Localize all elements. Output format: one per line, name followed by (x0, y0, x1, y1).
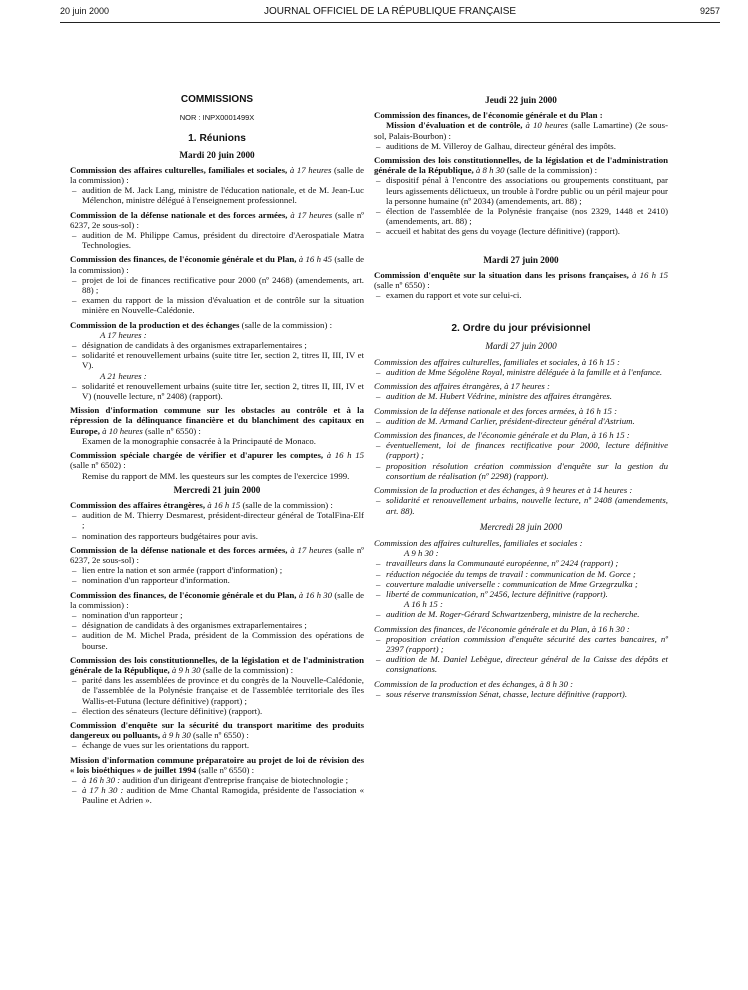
meeting-block: Commission d'enquête sur la sécurité du transport maritime des produits dangereux ou polluants, à 9 h 30 (salle nº 6550) : – échange de vues sur les orientations du rapport. (70, 720, 364, 751)
list-item: – audition de M. Hubert Védrine, ministre des affaires étrangères. (374, 391, 668, 401)
list-item: – parité dans les assemblées de province et du congrès de la Nouvelle-Calédonie, de l'assemblée de la Polynésie française et de l'assemblée territoriale des îles Wallis-et-Futuna (lecture définitive) (rapport) ; (70, 675, 364, 706)
meeting-block: Mission d'information commune préparatoire au projet de loi de révision des « lois bioéthiques » de juillet 1994 (salle nº 6550) : – à 16 h 30 : audition d'un dirigeant d'entreprise française de biotechnologie ; – à 17 h 30 : audition de Mme Chantal Ramogida, présidente de l'association « Pauline et Adrien ». (70, 755, 364, 806)
meeting-block: Commission de la défense nationale et des forces armées, à 17 heures (salle nº 6237, 2e sous-sol) : – lien entre la nation et son armée (rapport d'information) ; – nomination d'un rapporteur d'information. (70, 545, 364, 586)
left-column (70, 95, 364, 810)
meeting-block: Commission spéciale chargée de vérifier et d'apurer les comptes, à 16 h 15 (salle nº 6502) : Remise du rapport de MM. les questeurs sur les comptes de l'exercice 1999. (70, 450, 365, 481)
block-text: Remise du rapport de MM. les questeurs sur les comptes de l'exercice 1999. (82, 470, 350, 481)
time-subheading: A 16 h 15 : (404, 599, 443, 610)
meeting-block: Commission des finances, de l'économie générale et du Plan, à 16 h 45 (salle de la commission) : – projet de loi de finances rectificative pour 2000 (nº 2468) (amendements, art. 88) ; – examen du rapport de la mission d'évaluation et de contrôle sur la situation minière en Nouvelle-Calédonie. (70, 254, 364, 315)
day-heading: Mercredi 21 juin 2000 (173, 484, 261, 495)
list-item: – audition de M. Philippe Camus, président du directoire d'Aerospatiale Matra Technologies. (70, 230, 364, 250)
list-item: – examen du rapport et vote sur celui-ci. (374, 290, 668, 300)
day-heading: Jeudi 22 juin 2000 (485, 95, 557, 105)
time-subheading: A 9 h 30 : (404, 548, 439, 559)
agenda-block: Commission des affaires culturelles, familiales et sociales : A 9 h 30 : – travailleurs dans la Communauté européenne, nº 2424 (rapport) ; – réduction négociée du temps de travail : communication de M. Gorce ; – couverture maladie universelle : communication de Mme Grzegrzulka ; – liberté de communication, nº 2456, lecture définitive (rapport). A 16 h 15 : – audition de M. Roger-Gérard Schwartzenberg, ministre de la recherche. (374, 538, 668, 620)
list-item: – élection de l'assemblée de la Polynésie française (nos 2329, 1448 et 2410) (amendements, art. 88) ; (374, 206, 668, 226)
agenda-block: Commission des affaires étrangères, à 17 heures : – audition de M. Hubert Védrine, ministre des affaires étrangères. (374, 381, 668, 401)
agenda-block: Commission de la défense nationale et des forces armées, à 16 h 15 : – audition de M. Armand Carlier, président-directeur général d'Astrium. (374, 406, 668, 426)
list-item: – audition de M. Daniel Lebègue, directeur général de la Caisse des dépôts et consignations. (374, 654, 668, 674)
page-title: COMMISSIONS (180, 94, 254, 105)
list-item: – couverture maladie universelle : communication de Mme Grzegrzulka ; (374, 579, 668, 589)
list-item: – proposition résolution création commission d'enquête sur la gestion du consortium de réalisation (nº 2298) (rapport). (374, 461, 668, 481)
day-heading: Mercredi 28 juin 2000 (479, 521, 563, 532)
list-item: – échange de vues sur les orientations du rapport. (70, 740, 364, 750)
header-journal-title: JOURNAL OFFICIEL DE LA RÉPUBLIQUE FRANÇAISE (263, 6, 517, 17)
meeting-block: Commission des lois constitutionnelles, de la législation et de l'administration générale de la République, à 9 h 30 (salle de la commission) : – parité dans les assemblées de province et du congrès de la Nouvelle-Calédonie, de l'assemblée de la Polynésie française et de l'assemblée territoriale des îles Wallis-et-Futuna (lecture définitive) (rapport) ; – élection des sénateurs (lecture définitive) (rapport). (70, 655, 364, 716)
day-heading: Mardi 27 juin 2000 (483, 254, 559, 265)
list-item: – sous réserve transmission Sénat, chasse, lecture définitive (rapport). (374, 689, 668, 699)
list-item: – audition de M. Michel Prada, président de la Commission des opérations de bourse. (70, 630, 364, 650)
meeting-block: Mission d'information commune sur les obstacles au contrôle et à la répression de la délinquance financière et du blanchiment des capitaux en Europe, à 10 heures (salle nº 6550) : Examen de la monographie consacrée à la Principauté de Monaco. (70, 405, 364, 446)
list-item: – dispositif pénal à l'encontre des associations ou groupements constituant, par leurs agissements délictueux, un trouble à l'ordre public ou un péril majeur pour la personne humaine (nº 2034) (amendements, art. 88) ; (374, 175, 668, 206)
list-item: – à 16 h 30 : audition d'un dirigeant d'entreprise française de biotechnologie ; (70, 775, 364, 785)
meeting-block: Commission des affaires étrangères, à 16 h 15 (salle de la commission) : – audition de M. Thierry Desmarest, président-directeur général de TotalFina-Elf ; – nomination des rapporteurs budgétaires pour avis. (70, 500, 364, 541)
agenda-block: Commission de la production et des échanges, à 9 heures et à 14 heures : – solidarité et renouvellement urbains, nouvelle lecture, nº 2408 (amendements, art. 88). (374, 485, 668, 516)
section-ordre-du-jour: 2. Ordre du jour prévisionnel (451, 323, 591, 335)
header-page-number: 9257 (699, 6, 720, 16)
list-item: – élection des sénateurs (lecture définitive) (rapport). (70, 706, 364, 716)
time-subheading: A 21 heures : (100, 370, 147, 381)
day-heading: Mardi 20 juin 2000 (179, 149, 255, 160)
list-item: – nomination d'un rapporteur d'information. (70, 575, 364, 585)
meeting-block: Commission des lois constitutionnelles, de la législation et de l'administration générale de la République, à 8 h 30 (salle de la commission) : – dispositif pénal à l'encontre des associations ou groupements constituant, par leurs agissements délictueux, un trouble à l'ordre public ou un péril majeur pour la personne humaine (nº 2034) (amendements, art. 88) ; – élection de l'assemblée de la Polynésie française (nos 2329, 1448 et 2410) (amendements, art. 88) ; – accueil et habitat des gens du voyage (lecture définitive) (rapport). (374, 155, 668, 237)
list-item: – audition de M. Armand Carlier, président-directeur général d'Astrium. (374, 416, 668, 426)
list-item: – liberté de communication, nº 2456, lecture définitive (rapport). (374, 589, 668, 599)
meeting-block: Commission des finances, de l'économie générale et du Plan : Mission d'évaluation et de contrôle, à 10 heures (salle Lamartine) (2e sous-sol, Palais-Bourbon) : – auditions de M. Villeroy de Galhau, directeur général des impôts. (374, 110, 668, 151)
section-reunions: 1. Réunions (188, 133, 246, 145)
right-column (374, 95, 668, 703)
meeting-block: Commission de la production et des échanges (salle de la commission) : A 17 heures : – désignation de candidats à des organismes extraparlementaires ; – solidarité et renouvellement urbains (suite titre Ier, section 2, titres II, III, IV et V). A 21 heures : – solidarité et renouvellement urbains (suite titre Ier, section 2, titres II, III, IV et V) (nouvelle lecture, nº 2408) (rapport). (70, 320, 364, 402)
list-item: – désignation de candidats à des organismes extraparlementaires ; (70, 620, 364, 630)
list-item: – audition de M. Jack Lang, ministre de l'éducation nationale, et de M. Jean-Luc Mélenchon, ministre délégué à l'enseignement professionnel. (70, 185, 364, 205)
meeting-block: Commission de la défense nationale et des forces armées, à 17 heures (salle nº 6237, 2e sous-sol) : – audition de M. Philippe Camus, président du directoire d'Aerospatiale Matra Technologies. (70, 210, 364, 251)
list-item: – examen du rapport de la mission d'évaluation et de contrôle sur la situation minière en Nouvelle-Calédonie. (70, 295, 364, 315)
list-item: – lien entre la nation et son armée (rapport d'information) ; (70, 565, 364, 575)
agenda-block: Commission des affaires culturelles, familiales et sociales, à 16 h 15 : – audition de Mme Ségolène Royal, ministre déléguée à la famille et à l'enfance. (374, 357, 668, 377)
page-header (60, 6, 720, 20)
agenda-block: Commission des finances, de l'économie générale et du Plan, à 16 h 15 : – éventuellement, loi de finances rectificative pour 2000, lecture définitive (rapport) ; – proposition résolution création commission d'enquête sur la gestion du consortium de réalisation (nº 2298) (rapport). (374, 430, 668, 481)
agenda-block: Commission de la production et des échanges, à 8 h 30 : – sous réserve transmission Sénat, chasse, lecture définitive (rapport). (374, 679, 668, 699)
nor-reference: NOR : INPX0001499X (179, 113, 255, 123)
list-item: – accueil et habitat des gens du voyage (lecture définitive) (rapport). (374, 226, 668, 236)
list-item: – audition de Mme Ségolène Royal, ministre déléguée à la famille et à l'enfance. (374, 367, 668, 377)
list-item: – solidarité et renouvellement urbains (suite titre Ier, section 2, titres II, III, IV et V). (70, 350, 364, 370)
meeting-block: Commission d'enquête sur la situation dans les prisons françaises, à 16 h 15 (salle nº 6550) : – examen du rapport et vote sur celui-ci. (374, 270, 668, 301)
list-item: – audition de M. Roger-Gérard Schwartzenberg, ministre de la recherche. (374, 609, 668, 619)
meeting-block: Commission des affaires culturelles, familiales et sociales, à 17 heures (salle de la commission) : – audition de M. Jack Lang, ministre de l'éducation nationale, et de M. Jean-Luc Mélenchon, ministre délégué à l'enseignement professionnel. (70, 165, 364, 206)
header-rule (60, 22, 720, 23)
list-item: – nomination d'un rapporteur ; (70, 610, 364, 620)
list-item: – réduction négociée du temps de travail : communication de M. Gorce ; (374, 569, 668, 579)
list-item: – nomination des rapporteurs budgétaires pour avis. (70, 531, 364, 541)
agenda-block: Commission des finances, de l'économie générale et du Plan, à 16 h 30 : – proposition création commission d'enquête sécurité des cartes bancaires, nº 2397 (rapport) ; – audition de M. Daniel Lebègue, directeur général de la Caisse des dépôts et consignations. (374, 624, 668, 675)
header-date: 20 juin 2000 (60, 6, 110, 16)
list-item: – audition de M. Thierry Desmarest, président-directeur général de TotalFina-Elf ; (70, 510, 364, 530)
list-item: – proposition création commission d'enquête sécurité des cartes bancaires, nº 2397 (rapport) ; (374, 634, 668, 654)
list-item: – solidarité et renouvellement urbains, nouvelle lecture, nº 2408 (amendements, art. 88). (374, 495, 668, 515)
list-item: – projet de loi de finances rectificative pour 2000 (nº 2468) (amendements, art. 88) ; (70, 275, 364, 295)
list-item: – à 17 h 30 : audition de Mme Chantal Ramogida, présidente de l'association « Pauline et Adrien ». (70, 785, 364, 805)
list-item: – désignation de candidats à des organismes extraparlementaires ; (70, 340, 364, 350)
day-heading: Mardi 27 juin 2000 (485, 340, 557, 351)
list-item: – auditions de M. Villeroy de Galhau, directeur général des impôts. (374, 141, 668, 151)
list-item: – éventuellement, loi de finances rectificative pour 2000, lecture définitive (rapport) ; (374, 440, 668, 460)
time-subheading: A 17 heures : (100, 329, 147, 340)
meeting-block: Commission des finances, de l'économie générale et du Plan, à 16 h 30 (salle de la commission) : – nomination d'un rapporteur ; – désignation de candidats à des organismes extraparlementaires ; – audition de M. Michel Prada, président de la Commission des opérations de bourse. (70, 590, 364, 651)
list-item: – travailleurs dans la Communauté européenne, nº 2424 (rapport) ; (374, 558, 668, 568)
list-item: – solidarité et renouvellement urbains (suite titre Ier, section 2, titres II, III, IV et V) (nouvelle lecture, nº 2408) (rapport). (70, 381, 364, 401)
block-text: Examen de la monographie consacrée à la Principauté de Monaco. (82, 435, 316, 446)
